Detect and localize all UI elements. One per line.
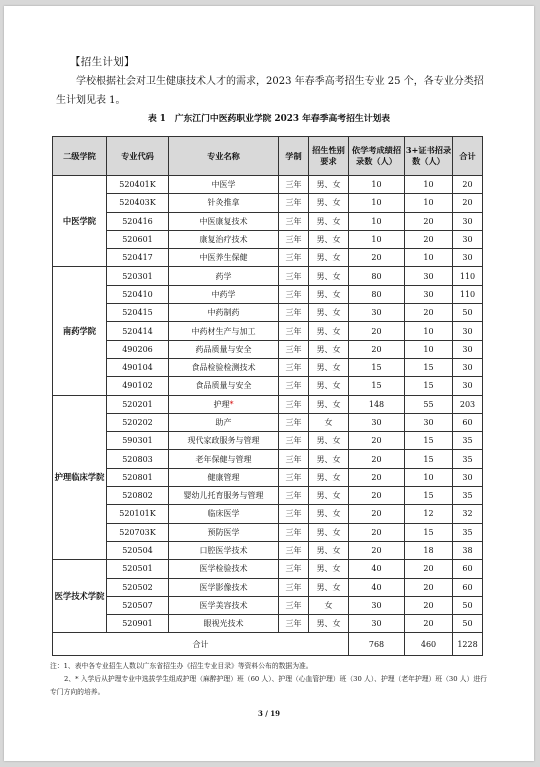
total-row (53, 633, 483, 656)
major-code-cell: 520703K (107, 523, 169, 541)
major-name-text: 医学检验技术 (199, 564, 248, 574)
duration-cell: 三年 (279, 413, 309, 431)
table-row (53, 340, 483, 358)
gender-cell: 男、女 (309, 212, 349, 230)
table-caption: 表 1 广东江门中医药职业学院 2023 年春季高考招生计划表 (147, 114, 391, 124)
major-code-cell: 520403K (107, 194, 169, 212)
major-name-text: 预防医学 (207, 527, 240, 537)
major-code-cell: 520507 (107, 596, 169, 614)
cert-count-cell: 20 (405, 615, 453, 633)
asterisk-mark: * (229, 399, 234, 409)
major-name-cell (169, 358, 279, 376)
xk-count-cell: 80 (349, 285, 405, 303)
table-row (53, 578, 483, 596)
xk-count-cell: 40 (349, 560, 405, 578)
cert-count-cell: 10 (405, 176, 453, 194)
table-row (53, 413, 483, 431)
document-page (4, 6, 534, 761)
table-row (53, 212, 483, 230)
major-code-cell: 520901 (107, 615, 169, 633)
table-row (53, 505, 483, 523)
duration-cell: 三年 (279, 432, 309, 450)
major-code-cell: 520417 (107, 249, 169, 267)
major-code-cell: 590301 (107, 432, 169, 450)
cert-count-cell: 30 (405, 267, 453, 285)
major-code-cell: 490206 (107, 340, 169, 358)
header-xk-count: 依学考成绩招录数（人） (349, 137, 405, 176)
table-row (53, 377, 483, 395)
major-name-text: 婴幼儿托育服务与管理 (183, 491, 264, 501)
row-total-cell: 50 (453, 596, 483, 614)
major-name-cell (169, 523, 279, 541)
duration-cell: 三年 (279, 468, 309, 486)
major-name-text: 中药学 (211, 289, 236, 299)
row-total-cell: 30 (453, 249, 483, 267)
major-name-cell (169, 322, 279, 340)
table-row (53, 450, 483, 468)
xk-count-cell: 10 (349, 230, 405, 248)
duration-cell: 三年 (279, 267, 309, 285)
row-total-cell: 50 (453, 615, 483, 633)
gender-cell: 男、女 (309, 285, 349, 303)
cert-count-cell: 18 (405, 541, 453, 559)
college-cell: 护理临床学院 (53, 395, 107, 560)
xk-count-cell: 20 (349, 487, 405, 505)
xk-count-cell: 20 (349, 249, 405, 267)
cert-count-cell: 15 (405, 377, 453, 395)
duration-cell: 三年 (279, 450, 309, 468)
row-total-cell: 60 (453, 560, 483, 578)
gender-cell: 男、女 (309, 523, 349, 541)
major-name-text: 中药材生产与加工 (191, 326, 256, 336)
major-name-cell (169, 249, 279, 267)
major-name-text: 现代家政服务与管理 (187, 436, 260, 446)
xk-count-cell: 30 (349, 596, 405, 614)
major-code-cell: 520301 (107, 267, 169, 285)
header-cert-count: 3+证书招录数（人） (405, 137, 453, 176)
duration-cell: 三年 (279, 358, 309, 376)
duration-cell: 三年 (279, 285, 309, 303)
major-code-cell: 520416 (107, 212, 169, 230)
major-code-cell: 520601 (107, 230, 169, 248)
xk-count-cell: 20 (349, 322, 405, 340)
xk-count-cell: 10 (349, 212, 405, 230)
table-row (53, 249, 483, 267)
major-name-text: 临床医学 (207, 509, 240, 519)
row-total-cell: 20 (453, 176, 483, 194)
major-code-cell: 490104 (107, 358, 169, 376)
duration-cell: 三年 (279, 541, 309, 559)
xk-count-cell: 20 (349, 468, 405, 486)
major-name-cell (169, 377, 279, 395)
xk-count-cell: 30 (349, 304, 405, 322)
gender-cell: 女 (309, 413, 349, 431)
xk-count-cell: 15 (349, 377, 405, 395)
xk-count-cell: 30 (349, 413, 405, 431)
duration-cell: 三年 (279, 523, 309, 541)
row-total-cell: 30 (453, 377, 483, 395)
major-name-text: 健康管理 (207, 472, 240, 482)
row-total-cell: 30 (453, 230, 483, 248)
major-name-text: 医学美容技术 (199, 600, 248, 610)
major-name-cell (169, 505, 279, 523)
gender-cell: 男、女 (309, 560, 349, 578)
table-row (53, 487, 483, 505)
cert-count-cell: 15 (405, 432, 453, 450)
duration-cell: 三年 (279, 304, 309, 322)
major-code-cell: 520502 (107, 578, 169, 596)
major-code-cell: 520801 (107, 468, 169, 486)
major-name-text: 眼视光技术 (203, 619, 244, 629)
major-name-text: 护理 (213, 399, 230, 409)
major-name-cell (169, 304, 279, 322)
header-name: 专业名称 (169, 137, 279, 176)
cert-count-cell: 10 (405, 194, 453, 212)
gender-cell: 男、女 (309, 267, 349, 285)
row-total-cell: 50 (453, 304, 483, 322)
table-row (53, 267, 483, 285)
xk-count-cell: 20 (349, 432, 405, 450)
xk-count-cell: 30 (349, 615, 405, 633)
cert-count-cell: 30 (405, 413, 453, 431)
major-name-cell (169, 212, 279, 230)
xk-count-cell: 80 (349, 267, 405, 285)
cert-count-cell: 20 (405, 560, 453, 578)
major-name-cell (169, 450, 279, 468)
table-row (53, 523, 483, 541)
major-code-cell: 520101K (107, 505, 169, 523)
duration-cell: 三年 (279, 249, 309, 267)
gender-cell: 男、女 (309, 450, 349, 468)
row-total-cell: 35 (453, 432, 483, 450)
major-name-cell (169, 176, 279, 194)
row-total-cell: 60 (453, 413, 483, 431)
row-total-cell: 30 (453, 212, 483, 230)
duration-cell: 三年 (279, 212, 309, 230)
major-code-cell: 520201 (107, 395, 169, 413)
xk-count-cell: 20 (349, 450, 405, 468)
xk-count-cell: 20 (349, 541, 405, 559)
header-gender: 招生性别要求 (309, 137, 349, 176)
total-cert-cell: 460 (405, 633, 453, 656)
gender-cell: 男、女 (309, 505, 349, 523)
major-name-text: 药品质量与安全 (195, 344, 252, 354)
duration-cell: 三年 (279, 395, 309, 413)
table-body (53, 176, 483, 656)
cert-count-cell: 20 (405, 304, 453, 322)
major-name-cell (169, 395, 279, 413)
duration-cell: 三年 (279, 560, 309, 578)
cert-count-cell: 20 (405, 578, 453, 596)
cert-count-cell: 55 (405, 395, 453, 413)
header-college: 二级学院 (53, 137, 107, 176)
cert-count-cell: 10 (405, 340, 453, 358)
grand-total-cell: 1228 (453, 633, 483, 656)
table-row (53, 358, 483, 376)
page-number: 3 / 19 (257, 709, 281, 718)
table-row (53, 541, 483, 559)
cert-count-cell: 15 (405, 523, 453, 541)
cert-count-cell: 10 (405, 322, 453, 340)
major-name-cell (169, 596, 279, 614)
row-total-cell: 110 (453, 285, 483, 303)
gender-cell: 男、女 (309, 358, 349, 376)
section-heading: 【招生计划】 (70, 56, 135, 68)
row-total-cell: 30 (453, 468, 483, 486)
table-row (53, 560, 483, 578)
cert-count-cell: 15 (405, 450, 453, 468)
row-total-cell: 110 (453, 267, 483, 285)
major-name-text: 中医学 (211, 180, 236, 190)
table-row (53, 285, 483, 303)
duration-cell: 三年 (279, 322, 309, 340)
gender-cell: 男、女 (309, 578, 349, 596)
header-total: 合计 (453, 137, 483, 176)
note-1: 注：1、表中各专业招生人数以广东省招生办《招生专业目录》等资料公布的数据为准。 (50, 662, 313, 670)
row-total-cell: 203 (453, 395, 483, 413)
major-name-text: 中医养生保健 (199, 253, 248, 263)
gender-cell: 男、女 (309, 615, 349, 633)
duration-cell: 三年 (279, 596, 309, 614)
major-name-cell (169, 578, 279, 596)
major-name-text: 食品质量与安全 (195, 381, 252, 391)
duration-cell: 三年 (279, 230, 309, 248)
major-name-cell (169, 267, 279, 285)
major-name-text: 老年保健与管理 (195, 454, 252, 464)
major-name-cell (169, 487, 279, 505)
duration-cell: 三年 (279, 505, 309, 523)
major-name-text: 食品检验检测技术 (191, 363, 256, 373)
table-row (53, 615, 483, 633)
row-total-cell: 35 (453, 523, 483, 541)
intro-paragraph: 学校根据社会对卫生健康技术人才的需求，2023 年春季高考招生专业 25 个，各专业分类招生计划见表 1。 (56, 76, 484, 106)
xk-count-cell: 15 (349, 358, 405, 376)
row-total-cell: 20 (453, 194, 483, 212)
row-total-cell: 38 (453, 541, 483, 559)
major-name-cell (169, 541, 279, 559)
row-total-cell: 30 (453, 322, 483, 340)
total-label: 合计 (53, 633, 349, 656)
total-xk-cell: 768 (349, 633, 405, 656)
notes (50, 660, 490, 699)
major-name-cell (169, 194, 279, 212)
cert-count-cell: 15 (405, 487, 453, 505)
major-name-text: 助产 (215, 418, 232, 427)
row-total-cell: 35 (453, 450, 483, 468)
major-name-cell (169, 230, 279, 248)
major-name-cell (169, 560, 279, 578)
gender-cell: 男、女 (309, 249, 349, 267)
table-row (53, 468, 483, 486)
major-name-cell (169, 340, 279, 358)
duration-cell: 三年 (279, 487, 309, 505)
row-total-cell: 60 (453, 578, 483, 596)
major-code-cell: 520415 (107, 304, 169, 322)
row-total-cell: 32 (453, 505, 483, 523)
xk-count-cell: 10 (349, 194, 405, 212)
row-total-cell: 30 (453, 340, 483, 358)
table-row (53, 432, 483, 450)
table-row (53, 230, 483, 248)
duration-cell: 三年 (279, 377, 309, 395)
major-code-cell: 490102 (107, 377, 169, 395)
duration-cell: 三年 (279, 176, 309, 194)
major-name-text: 口腔医学技术 (199, 546, 248, 556)
duration-cell: 三年 (279, 578, 309, 596)
major-name-text: 药学 (215, 271, 232, 281)
college-cell: 中医学院 (53, 176, 107, 267)
major-code-cell: 520410 (107, 285, 169, 303)
gender-cell: 女 (309, 596, 349, 614)
xk-count-cell: 10 (349, 176, 405, 194)
cert-count-cell: 10 (405, 249, 453, 267)
college-cell: 南药学院 (53, 267, 107, 395)
college-cell: 医学技术学院 (53, 560, 107, 633)
duration-cell: 三年 (279, 615, 309, 633)
gender-cell: 男、女 (309, 468, 349, 486)
major-name-text: 中医康复技术 (199, 216, 248, 226)
gender-cell: 男、女 (309, 432, 349, 450)
major-name-cell (169, 615, 279, 633)
xk-count-cell: 20 (349, 340, 405, 358)
cert-count-cell: 20 (405, 596, 453, 614)
gender-cell: 男、女 (309, 395, 349, 413)
major-name-cell (169, 285, 279, 303)
xk-count-cell: 148 (349, 395, 405, 413)
table-row (53, 176, 483, 194)
header-code: 专业代码 (107, 137, 169, 176)
enrollment-plan-table (52, 136, 483, 656)
header-duration: 学制 (279, 137, 309, 176)
major-code-cell: 520504 (107, 541, 169, 559)
cert-count-cell: 20 (405, 212, 453, 230)
table-row (53, 395, 483, 413)
note-2: 2、* 入学后从护理专业中选拔学生组成护理（麻醉护理）班（60 人）、护理（心血管护理）班（30 人）、护理（老年护理）班（30 人）进行专门方向的培养。 (50, 675, 487, 696)
major-code-cell: 520803 (107, 450, 169, 468)
major-name-cell (169, 468, 279, 486)
major-name-cell (169, 432, 279, 450)
major-name-text: 康复治疗技术 (199, 235, 248, 245)
major-code-cell: 520401K (107, 176, 169, 194)
table-row (53, 194, 483, 212)
gender-cell: 男、女 (309, 194, 349, 212)
major-name-cell (169, 413, 279, 431)
gender-cell: 男、女 (309, 340, 349, 358)
major-code-cell: 520802 (107, 487, 169, 505)
table-row (53, 596, 483, 614)
major-code-cell: 520202 (107, 413, 169, 431)
table-row (53, 322, 483, 340)
cert-count-cell: 30 (405, 285, 453, 303)
table-header-row (53, 137, 483, 176)
gender-cell: 男、女 (309, 230, 349, 248)
major-name-text: 中药制药 (207, 308, 240, 318)
gender-cell: 男、女 (309, 377, 349, 395)
gender-cell: 男、女 (309, 487, 349, 505)
major-name-text: 针灸推拿 (207, 198, 240, 208)
gender-cell: 男、女 (309, 322, 349, 340)
major-code-cell: 520501 (107, 560, 169, 578)
duration-cell: 三年 (279, 340, 309, 358)
xk-count-cell: 40 (349, 578, 405, 596)
cert-count-cell: 20 (405, 230, 453, 248)
major-code-cell: 520414 (107, 322, 169, 340)
cert-count-cell: 12 (405, 505, 453, 523)
major-name-text: 医学影像技术 (199, 582, 248, 592)
cert-count-cell: 15 (405, 358, 453, 376)
gender-cell: 男、女 (309, 176, 349, 194)
cert-count-cell: 10 (405, 468, 453, 486)
table-row (53, 304, 483, 322)
row-total-cell: 35 (453, 487, 483, 505)
gender-cell: 男、女 (309, 541, 349, 559)
xk-count-cell: 20 (349, 523, 405, 541)
gender-cell: 男、女 (309, 304, 349, 322)
row-total-cell: 30 (453, 358, 483, 376)
duration-cell: 三年 (279, 194, 309, 212)
xk-count-cell: 20 (349, 505, 405, 523)
